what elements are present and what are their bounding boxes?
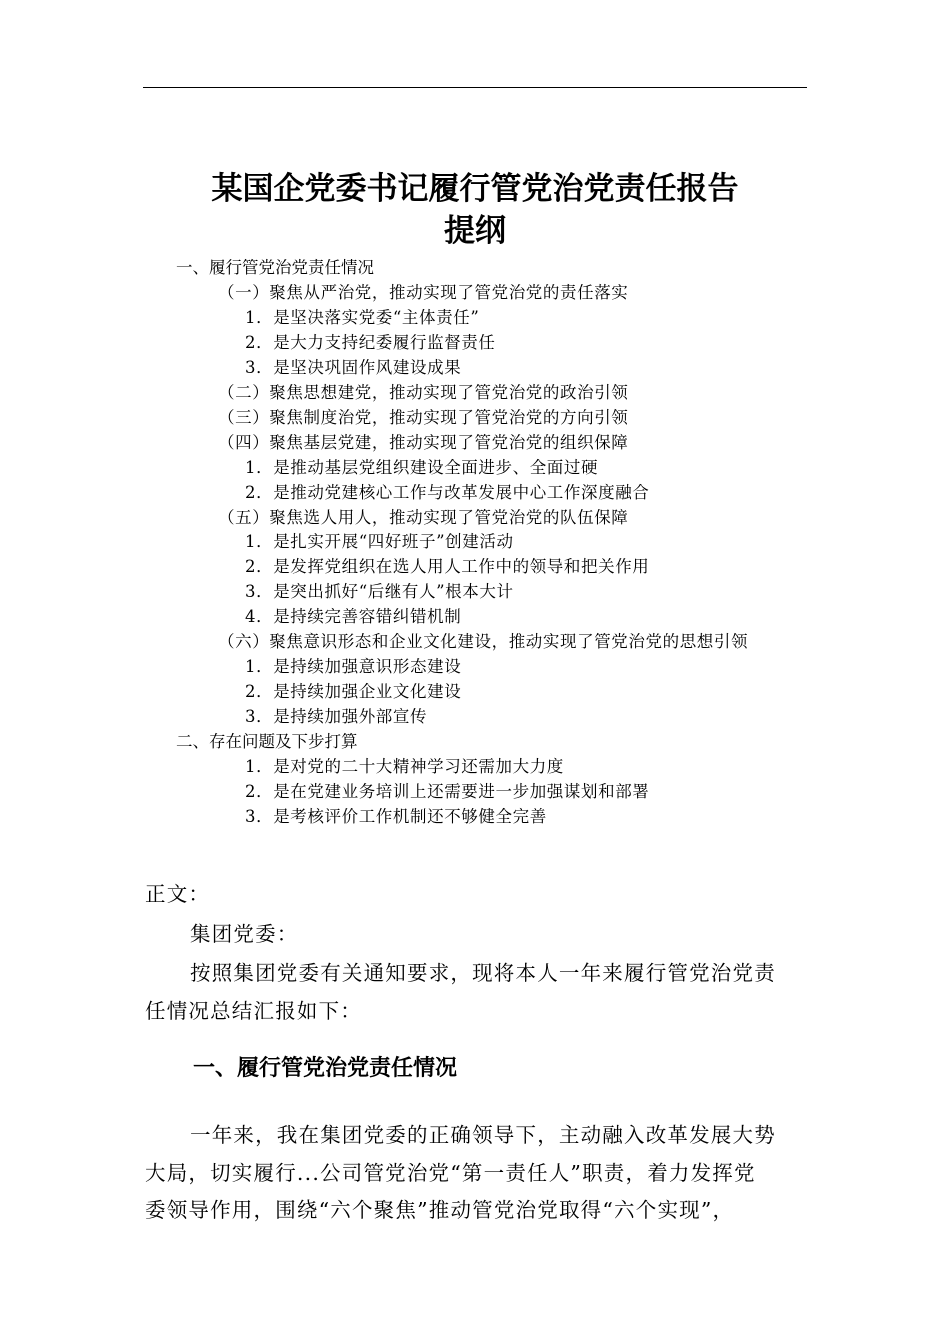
intro-paragraph-line: 任情况总结汇报如下： xyxy=(145,999,362,1023)
salutation: 集团党委： xyxy=(190,922,299,946)
outline-item: 3．是持续加强外部宣传 xyxy=(245,707,428,727)
document-title: 某国企党委书记履行管党治党责任报告 xyxy=(211,171,739,207)
outline-item: 1．是推动基层党组织建设全面进步、全面过硬 xyxy=(245,457,599,477)
outline-subheading: （四）聚焦基层党建，推动实现了管党治党的组织保障 xyxy=(218,432,629,452)
outline-subheading: （三）聚焦制度治党，推动实现了管党治党的方向引领 xyxy=(218,407,629,427)
outline-item: 1．是坚决落实党委“主体责任” xyxy=(245,307,480,327)
outline-item: 3．是突出抓好“后继有人”根本大计 xyxy=(245,582,514,602)
outline-subheading: （五）聚焦选人用人，推动实现了管党治党的队伍保障 xyxy=(218,507,629,527)
outline-subheading: （一）聚焦从严治党，推动实现了管党治党的责任落实 xyxy=(218,282,629,302)
header-rule xyxy=(143,87,807,88)
outline-item: 3．是考核评价工作机制还不够健全完善 xyxy=(245,806,547,826)
outline-item: 1．是对党的二十大精神学习还需加大力度 xyxy=(245,757,564,776)
paragraph-line: 委领导作用，围绕“六个聚焦”推动管党治党取得“六个实现”， xyxy=(145,1198,735,1222)
outline-item: 2．是发挥党组织在选人用人工作中的领导和把关作用 xyxy=(245,557,650,577)
paragraph-line: 一年来，我在集团党委的正确领导下，主动融入改革发展大势 xyxy=(190,1123,776,1147)
outline-item: 1．是扎实开展“四好班子”创建活动 xyxy=(245,532,514,552)
paragraph-line: 大局，切实履行...公司管党治党“第一责任人”职责，着力发挥党 xyxy=(145,1161,756,1185)
outline-heading: 一、履行管党治党责任情况 xyxy=(176,258,374,277)
body-label: 正文： xyxy=(145,882,211,906)
outline-heading: 二、存在问题及下步打算 xyxy=(176,732,358,752)
outline-item: 1．是持续加强意识形态建设 xyxy=(245,657,462,677)
outline-subheading: （二）聚焦思想建党，推动实现了管党治党的政治引领 xyxy=(218,382,629,402)
outline-item: 2．是持续加强企业文化建设 xyxy=(245,682,462,702)
section-heading: 一、履行管党治党责任情况 xyxy=(193,1056,458,1081)
outline-item: 2．是推动党建核心工作与改革发展中心工作深度融合 xyxy=(245,482,650,502)
outline-item: 2．是在党建业务培训上还需要进一步加强谋划和部署 xyxy=(245,781,650,801)
outline-item: 3．是坚决巩固作风建设成果 xyxy=(245,357,462,377)
intro-paragraph-line: 按照集团党委有关通知要求，现将本人一年来履行管党治党责 xyxy=(190,961,776,985)
outline-item: 4．是持续完善容错纠错机制 xyxy=(245,607,462,627)
outline-subheading: （六）聚焦意识形态和企业文化建设，推动实现了管党治党的思想引领 xyxy=(218,632,749,652)
outline-item: 2．是大力支持纪委履行监督责任 xyxy=(245,332,496,352)
document-title-line2: 提纲 xyxy=(444,213,506,249)
